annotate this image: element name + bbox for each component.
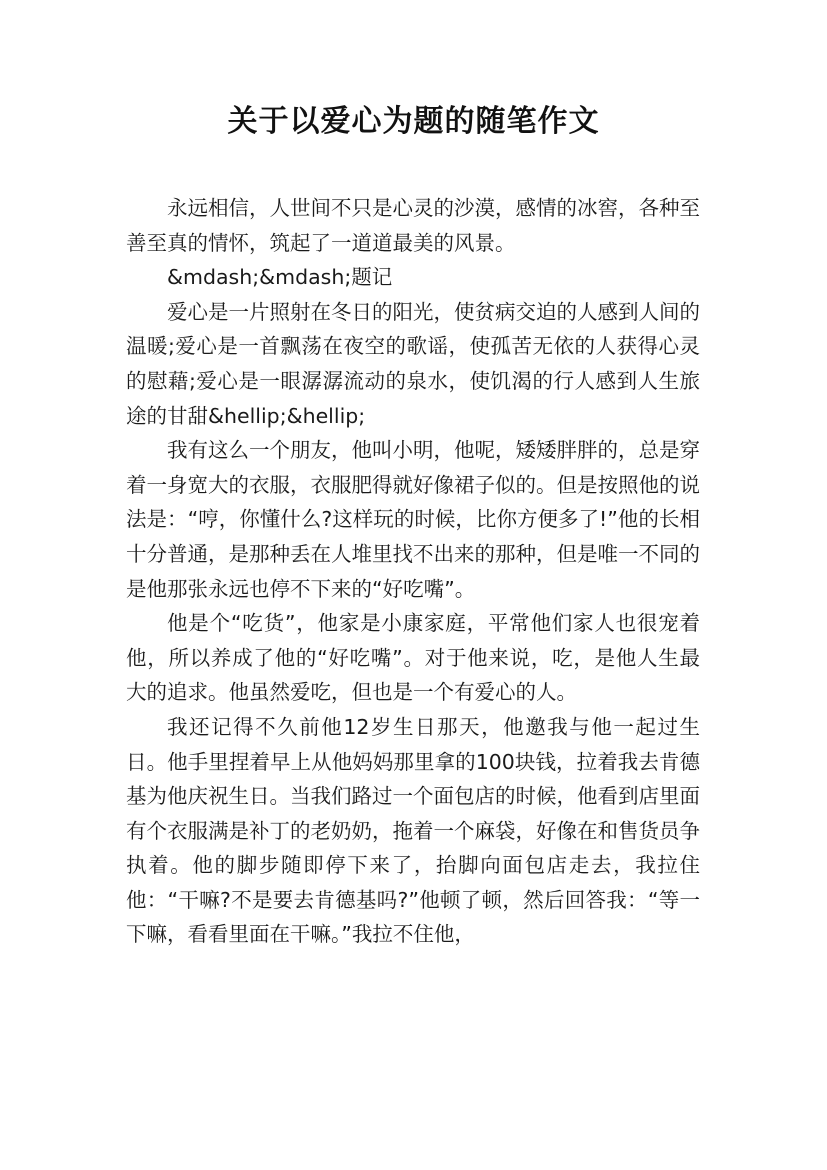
paragraph-birthday-story: 我还记得不久前他12岁生日那天，他邀我与他一起过生日。他手里捏着早上从他妈妈那里拿的100块钱，拉着我去肯德基为他庆祝生日。当我们路过一个面包店的时候，他看到店里面有个衣服满是补丁的老奶奶，拖着一个麻袋，好像在和售货员争执着。他的脚步随即停下来了，抬脚向面包店走去，我拉住他：“干嘛?不是要去肯德基吗?”他顿了顿，然后回答我：“等一下嘛，看看里面在干嘛。”我拉不住他， [126,714,700,947]
paragraph-epigraph-note: &mdash;&mdash;题记 [167,265,393,290]
document-body [126,191,700,952]
paragraph-love-metaphor: 爱心是一片照射在冬日的阳光，使贫病交迫的人感到人间的温暖;爱心是一首飘荡在夜空的歌谣，使孤苦无依的人获得心灵的慰藉;爱心是一眼潺潺流动的泉水，使饥渴的行人感到人生旅途的甘甜&hellip;&hellip; [126,299,700,428]
document-title: 关于以爱心为题的随笔作文 [227,104,600,139]
paragraph-foodie: 他是个“吃货”，他家是小康家庭，平常他们家人也很宠着他，所以养成了他的“好吃嘴”。对于他来说，吃，是他人生最大的追求。他虽然爱吃，但也是一个有爱心的人。 [126,611,700,705]
paragraph-intro: 永远相信，人世间不只是心灵的沙漠，感情的冰窖，各种至善至真的情怀，筑起了一道道最美的风景。 [126,196,700,255]
paragraph-friend-description: 我有这么一个朋友，他叫小明，他呢，矮矮胖胖的，总是穿着一身宽大的衣服，衣服肥得就好像裙子似的。但是按照他的说法是：“哼，你懂什么?这样玩的时候，比你方便多了!”他的长相十分普通，是那种丢在人堆里找不出来的那种，但是唯一不同的是他那张永远也停不下来的“好吃嘴”。 [126,438,700,601]
